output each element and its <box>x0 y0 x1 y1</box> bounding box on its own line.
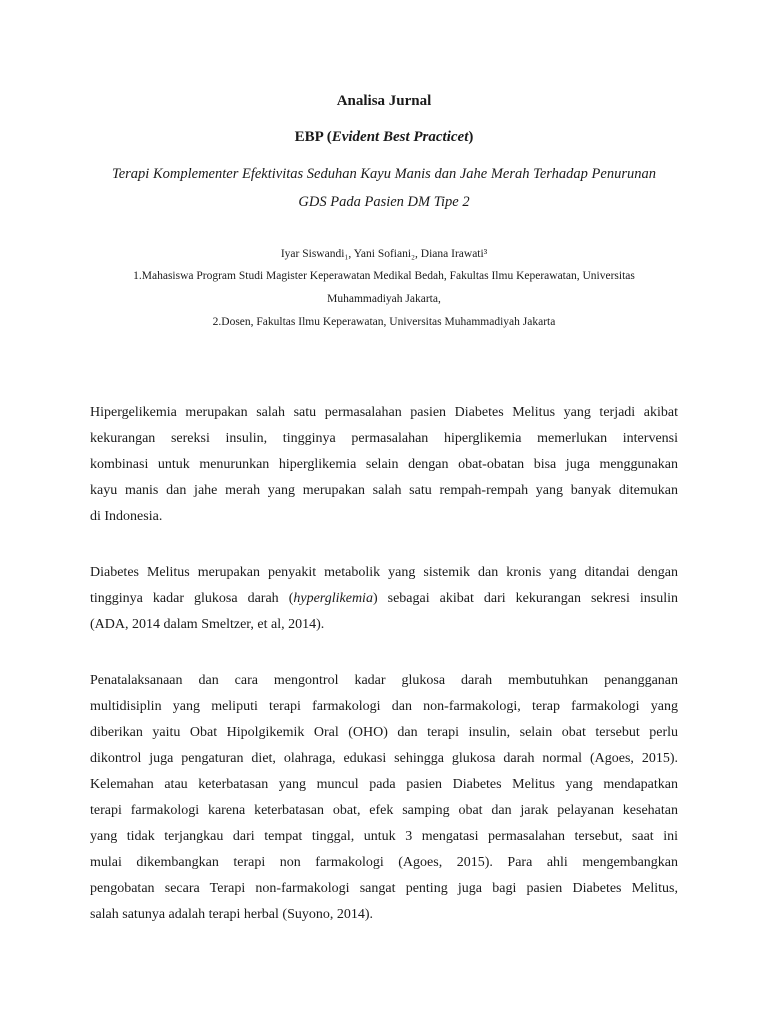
paragraph-line <box>90 586 678 612</box>
paragraph-1 <box>90 400 678 530</box>
paragraph-line: salah satunya adalah terapi herbal (Suyono, 2014). <box>90 907 374 922</box>
subtitle-italic: Evident Best Practicet <box>331 129 469 145</box>
paragraph-line: kombinasi untuk menurunkan hiperglikemia selain dengan obat-obatan bisa juga menggunakan <box>90 457 678 472</box>
text-run: tingginya kadar glukosa darah ( <box>90 591 294 606</box>
paragraph-line: mulai dikembangkan terapi non farmakologi (Agoes, 2015). Para ahli mengembangkan <box>90 855 678 870</box>
subtitle-suffix: ) <box>468 129 474 145</box>
paragraph-line: Hipergelikemia merupakan salah satu permasalahan pasien Diabetes Melitus yang terjadi akibat <box>90 405 678 420</box>
paragraph-line: Kelemahan atau keterbatasan yang muncul pada pasien Diabetes Melitus yang mendapatkan <box>90 777 678 792</box>
paragraph-line: diberikan yaitu Obat Hipolgikemik Oral (OHO) dan terapi insulin, selain obat tersebut perlu <box>90 725 678 740</box>
document-subtitle <box>0 129 768 146</box>
paragraph-line: pengobatan secara Terapi non-farmakologi sangat penting juga bagi pasien Diabetes Melitus, <box>90 881 678 896</box>
paragraph-line: di Indonesia. <box>90 509 163 524</box>
document-title: Analisa Jurnal <box>336 93 432 109</box>
subtitle-prefix: EBP ( <box>294 129 332 145</box>
paragraph-line: kayu manis dan jahe merah yang merupakan salah satu rempah-rempah yang banyak ditemukan <box>90 483 678 498</box>
italic-term: hyperglikemia <box>293 591 373 606</box>
paragraph-3 <box>90 668 678 928</box>
paragraph-line: yang tidak terjangkau dari tempat tinggal, untuk 3 mengatasi permasalahan tersebut, saat ini <box>90 829 678 844</box>
paragraph-line: dikontrol juga pengaturan diet, olahraga, edukasi sehingga glukosa darah normal (Agoes, 2015). <box>90 751 678 766</box>
authors: Iyar Siswandi₁, Yani Sofiani₂, Diana Irawati³ <box>280 248 488 260</box>
text-run: ) sebagai akibat dari kekurangan sekresi insulin <box>372 591 678 606</box>
paragraph-2 <box>90 560 678 638</box>
article-title-line-1: Terapi Komplementer Efektivitas Seduhan Kayu Manis dan Jahe Merah Terhadap Penurunan <box>112 166 656 182</box>
affiliation-line-2: Muhammadiyah Jakarta, <box>327 293 441 305</box>
affiliation-line-1: 1.Mahasiswa Program Studi Magister Keperawatan Medikal Bedah, Fakultas Ilmu Keperawatan, Universitas <box>133 270 635 282</box>
paragraph-line: terapi farmakologi karena keterbatasan obat, efek samping obat dan jarak pelayanan kesehatan <box>90 803 678 818</box>
paragraph-line: Penatalaksanaan dan cara mengontrol kadar glukosa darah membutuhkan penangganan <box>90 673 678 688</box>
paragraph-line: multidisiplin yang meliputi terapi farmakologi dan non-farmakologi, terap farmakologi yang <box>90 699 678 714</box>
affiliation-line-3: 2.Dosen, Fakultas Ilmu Keperawatan, Universitas Muhammadiyah Jakarta <box>212 316 556 328</box>
paragraph-line: (ADA, 2014 dalam Smeltzer, et al, 2014). <box>90 617 325 632</box>
paragraph-line: Diabetes Melitus merupakan penyakit metabolik yang sistemik dan kronis yang ditandai dengan <box>90 565 678 580</box>
paragraph-line: kekurangan sereksi insulin, tingginya permasalahan hiperglikemia memerlukan intervensi <box>90 431 678 446</box>
article-title-line-2: GDS Pada Pasien DM Tipe 2 <box>298 194 470 210</box>
